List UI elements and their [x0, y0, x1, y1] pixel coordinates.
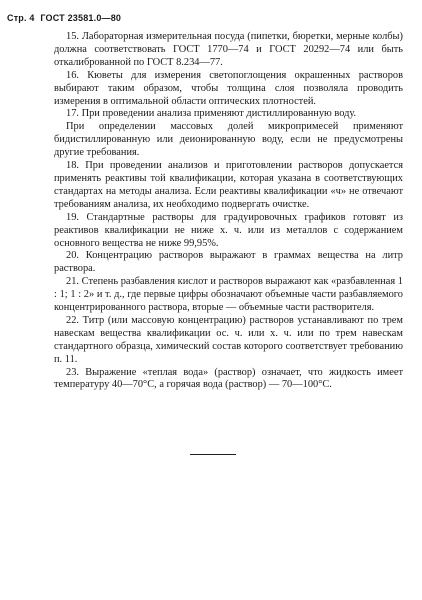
document-body	[54, 31, 403, 392]
clause-17-note: При определении массовых долей микропримесей применяют бидистиллированную или деионированную воду, если не предусмотрены другие требования.	[54, 121, 403, 159]
clause-23: 23. Выражение «теплая вода» (раствор) означает, что жидкость имеет температуру 40—70°С, а горячая вода (раствор) — 70—100°С.	[54, 366, 403, 391]
end-divider	[190, 454, 236, 455]
page-number: Стр. 4	[7, 13, 35, 23]
clause-21: 21. Степень разбавления кислот и растворов выражают как «разбавленная 1 : 1; 1 : 2» и т. д., где первые цифры обозначают объемные части разбавляемого концентрированного раствора, вторые — объемные части растворителя.	[54, 276, 403, 314]
clause-19: 19. Стандартные растворы для градуировочных графиков готовят из реактивов квалификации не ниже х. ч. или из металлов с содержанием основного вещества не ниже 99,95%.	[54, 211, 403, 249]
clause-20: 20. Концентрацию растворов выражают в граммах вещества на литр раствора.	[54, 250, 403, 275]
clause-18: 18. При проведении анализов и приготовлении растворов допускается применять реактивы той квалификации, которая указана в соответствующих стандартах на методы анализа. Если реактивы квалификации «ч» не отвечают требованиям анализа, их необходимо подвергать очистке.	[54, 160, 403, 210]
page-header	[7, 13, 124, 23]
standard-number: ГОСТ 23581.0—80	[40, 13, 122, 23]
clause-15: 15. Лабораторная измерительная посуда (пипетки, бюретки, мерные колбы) должна соответствовать ГОСТ 1770—74 и ГОСТ 20292—74 или быть откалиброванной по ГОСТ 8.234—77.	[54, 31, 403, 68]
clause-16: 16. Кюветы для измерения светопоглощения окрашенных растворов выбирают таким образом, чтобы толщина слоя позволяла проводить измерения в оптимальной области оптических плотностей.	[54, 69, 403, 107]
clause-22: 22. Титр (или массовую концентрацию) растворов устанавливают по трем навескам вещества квалификации ос. ч. или х. ч. или по трем навескам стандартного образца, химический состав которого соответствует требованию п. 11.	[54, 314, 403, 365]
clause-17: 17. При проведении анализа применяют дистиллированную воду.	[66, 108, 357, 120]
